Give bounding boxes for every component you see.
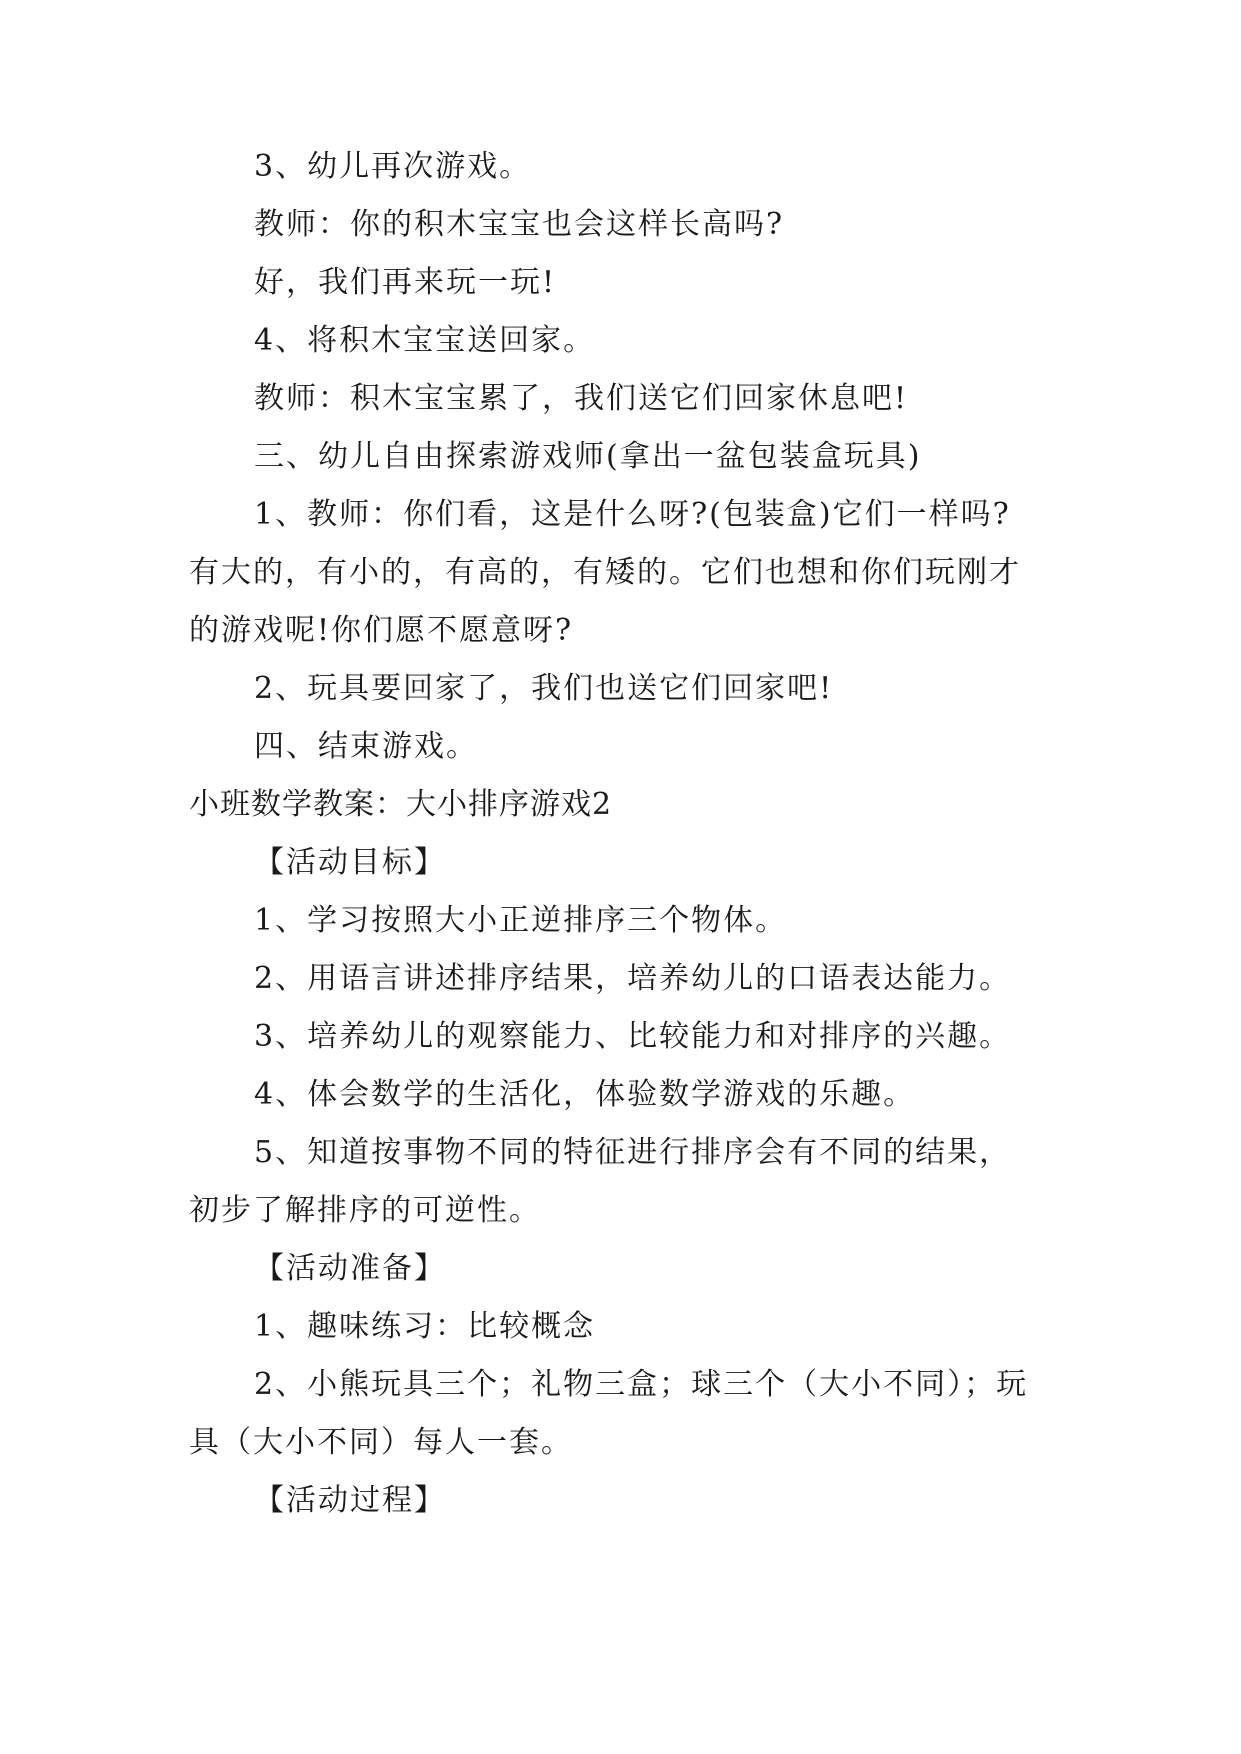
paragraph-line: 的游戏呢!你们愿不愿意呀? — [189, 613, 574, 648]
paragraph-line: 2、小熊玩具三个；礼物三盒；球三个（大小不同）；玩 — [254, 1367, 1029, 1402]
paragraph-line: 2、玩具要回家了，我们也送它们回家吧! — [254, 671, 834, 706]
paragraph-line: 三、幼儿自由探索游戏师(拿出一盆包装盒玩具) — [254, 439, 922, 474]
paragraph-line: 具（大小不同）每人一套。 — [189, 1425, 573, 1460]
paragraph-line: 教师：积木宝宝累了，我们送它们回家休息吧! — [254, 381, 909, 416]
paragraph-line: 教师：你的积木宝宝也会这样长高吗? — [254, 207, 785, 242]
section-heading: 【活动过程】 — [254, 1483, 446, 1518]
paragraph-line: 5、知道按事物不同的特征进行排序会有不同的结果， — [254, 1135, 1012, 1170]
paragraph-line: 四、结束游戏。 — [254, 729, 478, 764]
paragraph-line: 3、培养幼儿的观察能力、比较能力和对排序的兴趣。 — [254, 1019, 1012, 1054]
paragraph-line: 初步了解排序的可逆性。 — [189, 1193, 541, 1228]
section-heading: 【活动目标】 — [254, 845, 446, 880]
paragraph-line: 有大的，有小的，有高的，有矮的。它们也想和你们玩刚才 — [189, 555, 1021, 590]
paragraph-line: 1、教师：你们看，这是什么呀?(包装盒)它们一样吗? — [254, 497, 1011, 532]
paragraph-line: 2、用语言讲述排序结果，培养幼儿的口语表达能力。 — [254, 961, 1012, 996]
paragraph-line: 3、幼儿再次游戏。 — [254, 149, 532, 184]
paragraph-line: 4、体会数学的生活化，体验数学游戏的乐趣。 — [254, 1077, 916, 1112]
paragraph-line: 4、将积木宝宝送回家。 — [254, 323, 596, 358]
section-heading: 【活动准备】 — [254, 1251, 446, 1286]
paragraph-line: 好，我们再来玩一玩! — [254, 265, 557, 300]
paragraph-line: 1、学习按照大小正逆排序三个物体。 — [254, 903, 788, 938]
section-title: 小班数学教案：大小排序游戏2 — [189, 787, 613, 822]
paragraph-line: 1、趣味练习：比较概念 — [254, 1309, 596, 1344]
